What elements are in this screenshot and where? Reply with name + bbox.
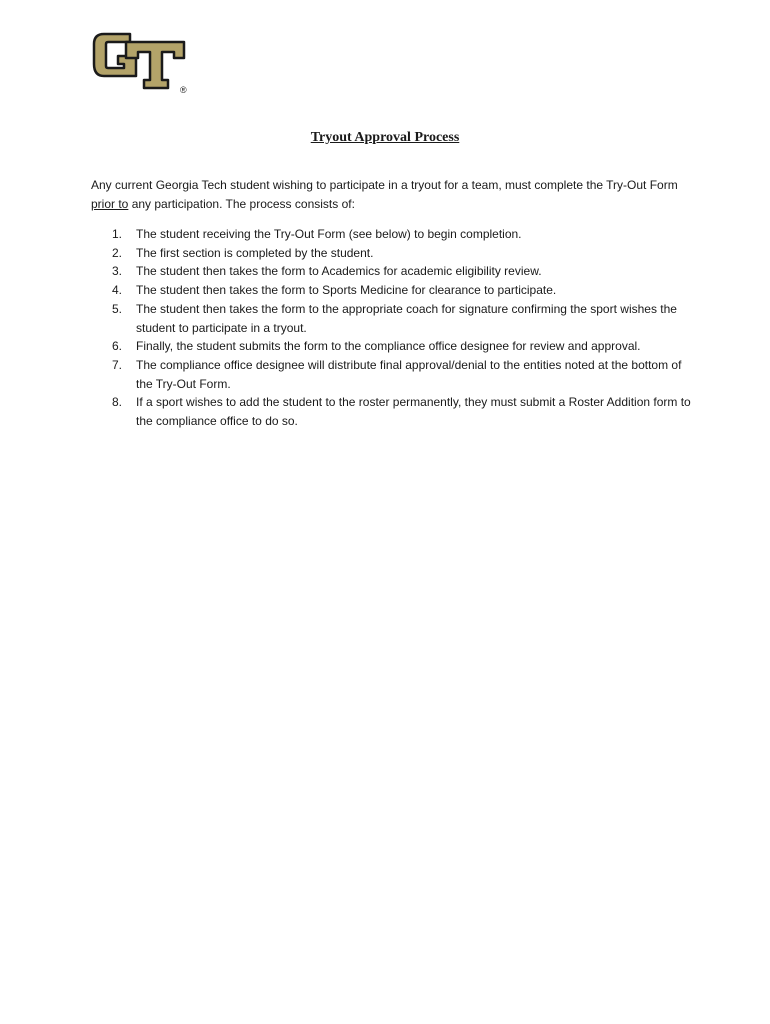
registered-mark: ®	[180, 85, 187, 95]
list-item	[91, 356, 691, 393]
gt-logo	[92, 28, 192, 98]
list-item	[91, 225, 691, 244]
intro-text-end: any participation. The process consists of:	[128, 197, 355, 211]
step-text: The compliance office designee will distribute final approval/denial to the entities noted at the bottom of the Try-Out Form.	[136, 357, 682, 391]
step-number: 4.	[112, 283, 123, 298]
list-item	[91, 244, 691, 263]
list-item	[91, 300, 691, 337]
step-number: 1.	[112, 227, 123, 241]
step-number: 6.	[112, 339, 123, 354]
step-text: The student then takes the form to the appropriate coach for signature confirming the sport wishes the student to participate in a tryout.	[136, 301, 677, 335]
step-text: The student then takes the form to Academics for academic eligibility review.	[136, 264, 542, 279]
step-number: 7.	[112, 357, 123, 372]
step-number: 3.	[112, 264, 123, 279]
intro-text-start: Any current Georgia Tech student wishing to participate in a tryout for a team, must complete the Try-Out Form	[91, 178, 678, 192]
step-text: Finally, the student submits the form to the compliance office designee for review and approval.	[136, 339, 641, 354]
intro-paragraph	[91, 176, 681, 214]
page-title: Tryout Approval Process	[310, 130, 460, 145]
intro-underlined-text: prior to	[91, 197, 129, 211]
process-steps-list	[91, 225, 691, 431]
step-number: 5.	[112, 301, 123, 316]
step-text: The student receiving the Try-Out Form (see below) to begin completion.	[136, 227, 522, 241]
step-number: 8.	[112, 395, 123, 410]
list-item	[91, 262, 691, 281]
step-text: The first section is completed by the student.	[136, 245, 374, 260]
list-item	[91, 281, 691, 300]
step-text: The student then takes the form to Sports Medicine for clearance to participate.	[136, 283, 557, 298]
list-item	[91, 393, 691, 430]
step-number: 2.	[112, 245, 123, 260]
list-item	[91, 337, 691, 356]
step-text: If a sport wishes to add the student to the roster permanently, they must submit a Roster Addition form to the compliance office to do so.	[136, 395, 691, 429]
